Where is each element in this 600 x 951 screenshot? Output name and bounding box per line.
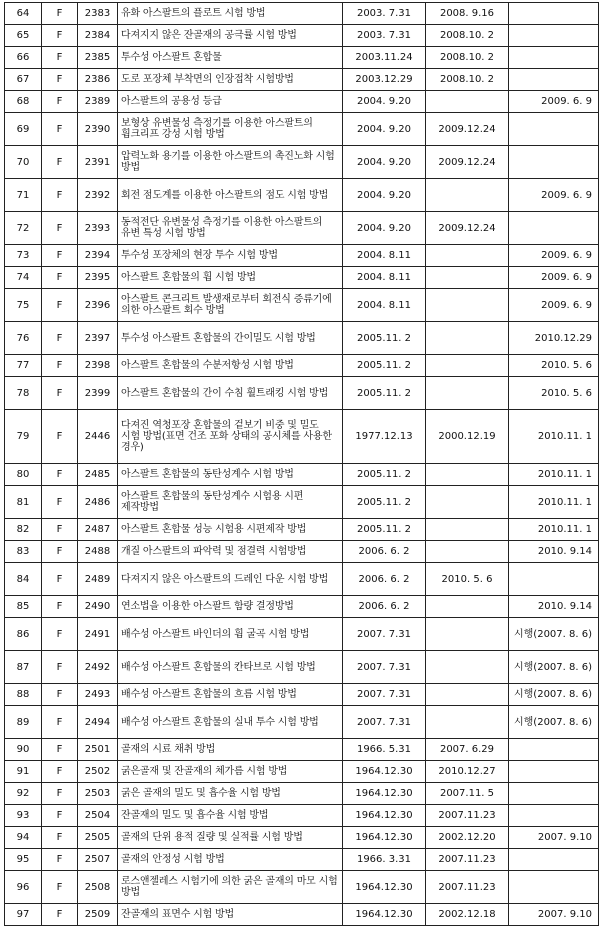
- enacted-date: 2005.11. 2: [343, 377, 426, 410]
- confirmed-date: 시행(2007. 8. 6): [509, 651, 599, 684]
- standard-title: 유화 아스팔트의 플로트 시험 방법: [118, 3, 343, 25]
- row-number: 75: [5, 289, 42, 322]
- enacted-date: 1964.12.30: [343, 904, 426, 926]
- type-cell: F: [42, 69, 78, 91]
- confirmed-date: [509, 871, 599, 904]
- type-cell: F: [42, 322, 78, 355]
- enacted-date: 1964.12.30: [343, 805, 426, 827]
- standard-code: 2504: [78, 805, 118, 827]
- table-row: [5, 47, 599, 69]
- row-number: 65: [5, 25, 42, 47]
- enacted-date: 2004. 9.20: [343, 179, 426, 212]
- row-number: 83: [5, 541, 42, 563]
- type-cell: F: [42, 47, 78, 69]
- standard-code: 2485: [78, 464, 118, 486]
- standard-code: 2491: [78, 618, 118, 651]
- standard-code: 2487: [78, 519, 118, 541]
- revised-date: [426, 486, 509, 519]
- standard-code: 2488: [78, 541, 118, 563]
- enacted-date: 1964.12.30: [343, 783, 426, 805]
- enacted-date: 2007. 7.31: [343, 706, 426, 739]
- standard-code: 2501: [78, 739, 118, 761]
- row-number: 90: [5, 739, 42, 761]
- type-cell: F: [42, 91, 78, 113]
- confirmed-date: [509, 113, 599, 146]
- standard-code: 2386: [78, 69, 118, 91]
- standard-title: 굵은골재 및 잔골재의 체가름 시험 방법: [118, 761, 343, 783]
- row-number: 74: [5, 267, 42, 289]
- standard-title: 골재의 시료 채취 방법: [118, 739, 343, 761]
- standard-code: 2508: [78, 871, 118, 904]
- revised-date: [426, 245, 509, 267]
- standard-code: 2492: [78, 651, 118, 684]
- confirmed-date: 시행(2007. 8. 6): [509, 684, 599, 706]
- standard-title: 연소법을 이용한 아스팔트 함량 결정방법: [118, 596, 343, 618]
- table-row: [5, 871, 599, 904]
- type-cell: F: [42, 739, 78, 761]
- standard-code: 2397: [78, 322, 118, 355]
- table-row: [5, 706, 599, 739]
- table-row: [5, 69, 599, 91]
- revised-date: [426, 541, 509, 563]
- standard-code: 2503: [78, 783, 118, 805]
- standard-code: 2391: [78, 146, 118, 179]
- revised-date: [426, 91, 509, 113]
- enacted-date: 2004. 9.20: [343, 212, 426, 245]
- revised-date: 2009.12.24: [426, 212, 509, 245]
- table-row: [5, 739, 599, 761]
- table-row: [5, 541, 599, 563]
- table-row: [5, 849, 599, 871]
- table-row: [5, 827, 599, 849]
- enacted-date: 2004. 8.11: [343, 267, 426, 289]
- confirmed-date: 2010.11. 1: [509, 464, 599, 486]
- revised-date: [426, 519, 509, 541]
- table-row: [5, 179, 599, 212]
- enacted-date: 2005.11. 2: [343, 464, 426, 486]
- row-number: 77: [5, 355, 42, 377]
- standard-code: 2486: [78, 486, 118, 519]
- standard-title: 아스팔트 혼합물 성능 시험용 시편제작 방법: [118, 519, 343, 541]
- standard-title: 회전 점도계를 이용한 아스팔트의 점도 시험 방법: [118, 179, 343, 212]
- confirmed-date: 2009. 6. 9: [509, 91, 599, 113]
- enacted-date: 1964.12.30: [343, 761, 426, 783]
- type-cell: F: [42, 849, 78, 871]
- standard-title: 배수성 아스팔트 혼합물의 실내 투수 시험 방법: [118, 706, 343, 739]
- standard-title: 투수성 포장체의 현장 투수 시험 방법: [118, 245, 343, 267]
- row-number: 66: [5, 47, 42, 69]
- enacted-date: 2005.11. 2: [343, 486, 426, 519]
- standard-code: 2384: [78, 25, 118, 47]
- table-row: [5, 563, 599, 596]
- row-number: 96: [5, 871, 42, 904]
- standard-code: 2392: [78, 179, 118, 212]
- row-number: 67: [5, 69, 42, 91]
- standard-code: 2393: [78, 212, 118, 245]
- standard-code: 2389: [78, 91, 118, 113]
- confirmed-date: 2010.11. 1: [509, 410, 599, 464]
- standard-title: 다져진 역청포장 혼합물의 겉보기 비중 및 밀도 시험 방법(표면 건조 포화 상태의 공시체를 사용한 경우): [118, 410, 343, 464]
- confirmed-date: 2010. 9.14: [509, 596, 599, 618]
- revised-date: 2008.10. 2: [426, 25, 509, 47]
- revised-date: 2010. 5. 6: [426, 563, 509, 596]
- standard-title: 아스팔트 혼합물의 동탄성계수 시험 방법: [118, 464, 343, 486]
- revised-date: [426, 651, 509, 684]
- confirmed-date: 2010.11. 1: [509, 519, 599, 541]
- enacted-date: 2005.11. 2: [343, 322, 426, 355]
- confirmed-date: [509, 3, 599, 25]
- row-number: 97: [5, 904, 42, 926]
- enacted-date: 1966. 3.31: [343, 849, 426, 871]
- table-row: [5, 377, 599, 410]
- type-cell: F: [42, 618, 78, 651]
- enacted-date: 1964.12.30: [343, 827, 426, 849]
- row-number: 73: [5, 245, 42, 267]
- row-number: 95: [5, 849, 42, 871]
- revised-date: 2007.11.23: [426, 871, 509, 904]
- enacted-date: 2006. 6. 2: [343, 563, 426, 596]
- row-number: 93: [5, 805, 42, 827]
- standard-title: 다져지지 않은 아스팔트의 드레인 다운 시험 방법: [118, 563, 343, 596]
- enacted-date: 2003.11.24: [343, 47, 426, 69]
- revised-date: 2002.12.18: [426, 904, 509, 926]
- row-number: 78: [5, 377, 42, 410]
- type-cell: F: [42, 827, 78, 849]
- revised-date: [426, 355, 509, 377]
- revised-date: [426, 289, 509, 322]
- type-cell: F: [42, 113, 78, 146]
- standard-code: 2383: [78, 3, 118, 25]
- enacted-date: 2007. 7.31: [343, 684, 426, 706]
- enacted-date: 2004. 9.20: [343, 146, 426, 179]
- standard-title: 골재의 단위 용적 질량 및 실적률 시험 방법: [118, 827, 343, 849]
- type-cell: F: [42, 904, 78, 926]
- type-cell: F: [42, 871, 78, 904]
- standard-code: 2507: [78, 849, 118, 871]
- type-cell: F: [42, 179, 78, 212]
- revised-date: [426, 322, 509, 355]
- standard-title: 아스팔트의 공용성 등급: [118, 91, 343, 113]
- table-row: [5, 3, 599, 25]
- type-cell: F: [42, 541, 78, 563]
- enacted-date: 2004. 8.11: [343, 245, 426, 267]
- confirmed-date: 2009. 6. 9: [509, 267, 599, 289]
- confirmed-date: 2007. 9.10: [509, 827, 599, 849]
- row-number: 76: [5, 322, 42, 355]
- confirmed-date: [509, 212, 599, 245]
- enacted-date: 2004. 9.20: [343, 113, 426, 146]
- enacted-date: 1964.12.30: [343, 871, 426, 904]
- row-number: 70: [5, 146, 42, 179]
- standard-title: 개질 아스팔트의 파악력 및 점결력 시험방법: [118, 541, 343, 563]
- enacted-date: 2007. 7.31: [343, 651, 426, 684]
- revised-date: 2008. 9.16: [426, 3, 509, 25]
- standard-title: 아스팔트 혼합물의 휨 시험 방법: [118, 267, 343, 289]
- table-row: [5, 322, 599, 355]
- revised-date: 2009.12.24: [426, 113, 509, 146]
- enacted-date: 2005.11. 2: [343, 355, 426, 377]
- standard-code: 2494: [78, 706, 118, 739]
- standard-title: 도로 포장체 부착면의 인장접착 시험방법: [118, 69, 343, 91]
- table-row: [5, 519, 599, 541]
- type-cell: F: [42, 805, 78, 827]
- standard-code: 2395: [78, 267, 118, 289]
- confirmed-date: 2010.12.29: [509, 322, 599, 355]
- table-row: [5, 651, 599, 684]
- standard-title: 골재의 안정성 시험 방법: [118, 849, 343, 871]
- type-cell: F: [42, 146, 78, 179]
- type-cell: F: [42, 563, 78, 596]
- standard-code: 2489: [78, 563, 118, 596]
- revised-date: 2002.12.20: [426, 827, 509, 849]
- type-cell: F: [42, 684, 78, 706]
- enacted-date: 2006. 6. 2: [343, 596, 426, 618]
- row-number: 86: [5, 618, 42, 651]
- row-number: 81: [5, 486, 42, 519]
- confirmed-date: [509, 69, 599, 91]
- table-row: [5, 245, 599, 267]
- enacted-date: 2003. 7.31: [343, 3, 426, 25]
- standard-title: 배수성 아스팔트 혼합물의 흐름 시험 방법: [118, 684, 343, 706]
- standard-code: 2505: [78, 827, 118, 849]
- enacted-date: 1977.12.13: [343, 410, 426, 464]
- table-row: [5, 212, 599, 245]
- revised-date: 2008.10. 2: [426, 69, 509, 91]
- confirmed-date: 2009. 6. 9: [509, 289, 599, 322]
- revised-date: [426, 618, 509, 651]
- row-number: 80: [5, 464, 42, 486]
- revised-date: 2007.11.23: [426, 849, 509, 871]
- enacted-date: 2003. 7.31: [343, 25, 426, 47]
- enacted-date: 2005.11. 2: [343, 519, 426, 541]
- confirmed-date: [509, 25, 599, 47]
- revised-date: [426, 596, 509, 618]
- row-number: 72: [5, 212, 42, 245]
- revised-date: [426, 684, 509, 706]
- revised-date: 2009.12.24: [426, 146, 509, 179]
- confirmed-date: 시행(2007. 8. 6): [509, 618, 599, 651]
- standard-code: 2390: [78, 113, 118, 146]
- standard-code: 2394: [78, 245, 118, 267]
- confirmed-date: 2009. 6. 9: [509, 179, 599, 212]
- standard-code: 2509: [78, 904, 118, 926]
- enacted-date: 1966. 5.31: [343, 739, 426, 761]
- type-cell: F: [42, 289, 78, 322]
- row-number: 94: [5, 827, 42, 849]
- type-cell: F: [42, 267, 78, 289]
- enacted-date: 2007. 7.31: [343, 618, 426, 651]
- row-number: 92: [5, 783, 42, 805]
- standard-title: 동적전단 유변물성 측정기를 이용한 아스팔트의 유변 특성 시험 방법: [118, 212, 343, 245]
- row-number: 88: [5, 684, 42, 706]
- standard-title: 아스팔트 콘크리트 발생재로부터 회전식 증류기에 의한 아스팔트 회수 방법: [118, 289, 343, 322]
- standard-title: 배수성 아스팔트 바인더의 휨 굴곡 시험 방법: [118, 618, 343, 651]
- standard-code: 2490: [78, 596, 118, 618]
- confirmed-date: 2007. 9.10: [509, 904, 599, 926]
- table-row: [5, 410, 599, 464]
- revised-date: 2010.12.27: [426, 761, 509, 783]
- standard-title: 아스팔트 혼합물의 동탄성계수 시험용 시편 제작방법: [118, 486, 343, 519]
- row-number: 91: [5, 761, 42, 783]
- row-number: 79: [5, 410, 42, 464]
- type-cell: F: [42, 761, 78, 783]
- standard-code: 2399: [78, 377, 118, 410]
- row-number: 84: [5, 563, 42, 596]
- type-cell: F: [42, 355, 78, 377]
- type-cell: F: [42, 651, 78, 684]
- table-row: [5, 91, 599, 113]
- confirmed-date: 시행(2007. 8. 6): [509, 706, 599, 739]
- confirmed-date: 2010. 5. 6: [509, 377, 599, 410]
- type-cell: F: [42, 245, 78, 267]
- table-row: [5, 618, 599, 651]
- standard-code: 2493: [78, 684, 118, 706]
- standard-title: 잔골재의 표면수 시험 방법: [118, 904, 343, 926]
- revised-date: [426, 464, 509, 486]
- standard-title: 투수성 아스팔트 혼합물: [118, 47, 343, 69]
- confirmed-date: [509, 739, 599, 761]
- standard-code: 2385: [78, 47, 118, 69]
- revised-date: [426, 267, 509, 289]
- confirmed-date: 2009. 6. 9: [509, 245, 599, 267]
- row-number: 87: [5, 651, 42, 684]
- revised-date: [426, 377, 509, 410]
- table-row: [5, 355, 599, 377]
- type-cell: F: [42, 3, 78, 25]
- revised-date: [426, 706, 509, 739]
- enacted-date: 2004. 8.11: [343, 289, 426, 322]
- row-number: 89: [5, 706, 42, 739]
- table-row: [5, 464, 599, 486]
- enacted-date: 2004. 9.20: [343, 91, 426, 113]
- table-row: [5, 113, 599, 146]
- enacted-date: 2006. 6. 2: [343, 541, 426, 563]
- row-number: 71: [5, 179, 42, 212]
- confirmed-date: [509, 783, 599, 805]
- revised-date: [426, 179, 509, 212]
- standard-title: 다져지지 않은 잔골재의 공극률 시험 방법: [118, 25, 343, 47]
- standard-title: 아스팔트 혼합물의 간이 수침 휠트래킹 시험 방법: [118, 377, 343, 410]
- standard-code: 2396: [78, 289, 118, 322]
- confirmed-date: [509, 761, 599, 783]
- standard-code: 2446: [78, 410, 118, 464]
- standard-code: 2502: [78, 761, 118, 783]
- type-cell: F: [42, 377, 78, 410]
- standard-title: 배수성 아스팔트 혼합물의 칸타브로 시험 방법: [118, 651, 343, 684]
- confirmed-date: 2010. 9.14: [509, 541, 599, 563]
- standard-title: 아스팔트 혼합물의 수분저항성 시험 방법: [118, 355, 343, 377]
- standard-title: 투수성 아스팔트 혼합물의 간이밀도 시험 방법: [118, 322, 343, 355]
- enacted-date: 2003.12.29: [343, 69, 426, 91]
- table-row: [5, 805, 599, 827]
- confirmed-date: [509, 146, 599, 179]
- confirmed-date: [509, 849, 599, 871]
- type-cell: F: [42, 596, 78, 618]
- type-cell: F: [42, 486, 78, 519]
- table-row: [5, 25, 599, 47]
- type-cell: F: [42, 464, 78, 486]
- table-row: [5, 783, 599, 805]
- confirmed-date: [509, 805, 599, 827]
- revised-date: 2008.10. 2: [426, 47, 509, 69]
- type-cell: F: [42, 212, 78, 245]
- table-row: [5, 684, 599, 706]
- table-row: [5, 596, 599, 618]
- row-number: 82: [5, 519, 42, 541]
- revised-date: 2000.12.19: [426, 410, 509, 464]
- row-number: 69: [5, 113, 42, 146]
- type-cell: F: [42, 25, 78, 47]
- type-cell: F: [42, 519, 78, 541]
- row-number: 68: [5, 91, 42, 113]
- table-row: [5, 289, 599, 322]
- type-cell: F: [42, 783, 78, 805]
- confirmed-date: 2010.11. 1: [509, 486, 599, 519]
- standard-title: 압력노화 용기를 이용한 아스팔트의 촉진노화 시험 방법: [118, 146, 343, 179]
- standards-table: [4, 2, 599, 926]
- table-row: [5, 761, 599, 783]
- table-row: [5, 267, 599, 289]
- standard-title: 로스앤젤레스 시험기에 의한 굵은 골재의 마모 시험 방법: [118, 871, 343, 904]
- table-body: [5, 3, 599, 926]
- standard-title: 굵은 골재의 밀도 및 흡수율 시험 방법: [118, 783, 343, 805]
- standard-title: 잔골재의 밀도 및 흡수율 시험 방법: [118, 805, 343, 827]
- standard-title: 보형상 유변물성 측정기를 이용한 아스팔트의 휨크리프 강성 시험 방법: [118, 113, 343, 146]
- type-cell: F: [42, 410, 78, 464]
- revised-date: 2007. 6.29: [426, 739, 509, 761]
- confirmed-date: [509, 563, 599, 596]
- standard-code: 2398: [78, 355, 118, 377]
- type-cell: F: [42, 706, 78, 739]
- row-number: 85: [5, 596, 42, 618]
- table-row: [5, 146, 599, 179]
- table-row: [5, 904, 599, 926]
- revised-date: 2007.11.23: [426, 805, 509, 827]
- confirmed-date: [509, 47, 599, 69]
- confirmed-date: 2010. 5. 6: [509, 355, 599, 377]
- row-number: 64: [5, 3, 42, 25]
- table-row: [5, 486, 599, 519]
- revised-date: 2007.11. 5: [426, 783, 509, 805]
